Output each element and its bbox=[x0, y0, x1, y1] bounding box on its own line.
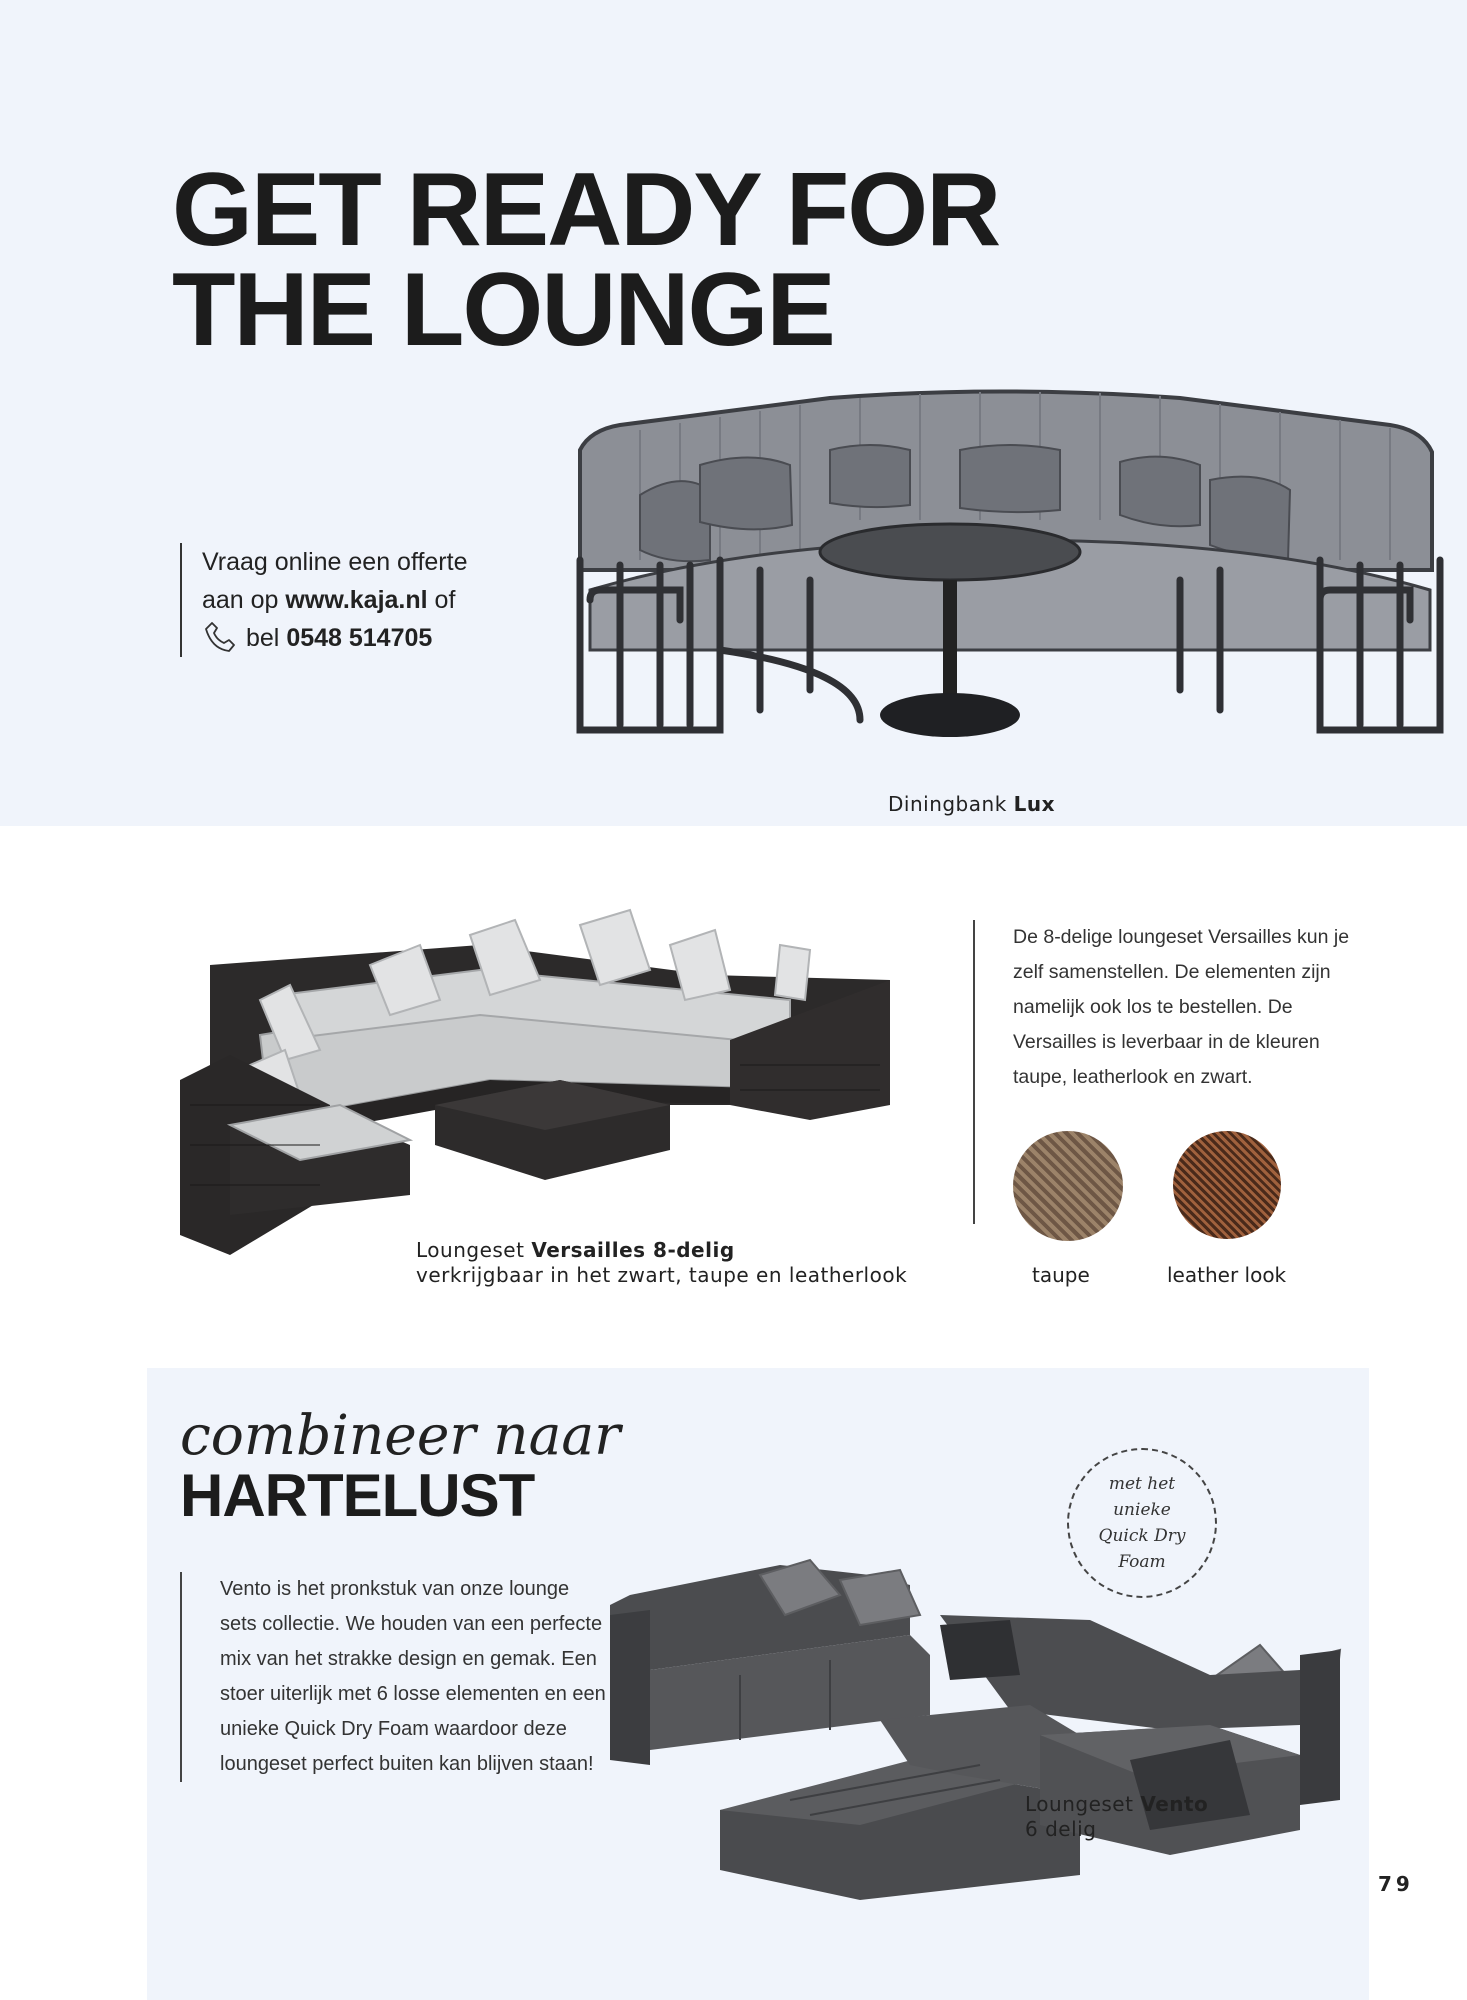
swatch-label-taupe: taupe bbox=[1032, 1263, 1090, 1287]
versailles-caption-prefix: Loungeset bbox=[416, 1238, 532, 1262]
combineer-bold: HARTELUST bbox=[180, 1462, 535, 1529]
dining-caption-name: Lux bbox=[1013, 792, 1056, 816]
vento-description-block bbox=[180, 1572, 610, 1782]
badge-line-4: Foam bbox=[1118, 1552, 1166, 1572]
dining-bench-caption bbox=[888, 792, 1055, 816]
badge-line-1: met het bbox=[1108, 1474, 1176, 1494]
vento-caption bbox=[1025, 1792, 1208, 1842]
phone-number[interactable]: 0548 514705 bbox=[286, 624, 433, 652]
contact-block bbox=[180, 543, 467, 657]
vento-description: Vento is het pronkstuk van onze lounge sets collectie. We houden van een perfecte mix van het strakke design en gemak. Een stoer uiterlijk met 6 losse elementen en een unieke Quick Dry Foam waardoor deze loungeset perfect buiten kan blijven staan! bbox=[220, 1578, 606, 1775]
contact-line-2 bbox=[202, 581, 467, 619]
vento-caption-name: Vento bbox=[1140, 1792, 1209, 1816]
contact-line-3-prefix: bel bbox=[246, 624, 287, 652]
versailles-caption-name: Versailles 8-delig bbox=[531, 1238, 735, 1262]
versailles-caption-title bbox=[416, 1238, 907, 1263]
dining-caption-prefix: Diningbank bbox=[888, 792, 1014, 816]
dining-bench-lux-image bbox=[560, 390, 1460, 750]
vento-caption-line-2: 6 delig bbox=[1025, 1817, 1097, 1841]
phone-icon bbox=[202, 619, 238, 655]
versailles-description: De 8-delige loungeset Versailles kun je zelf samenstellen. De elementen zijn namelijk ook los te bestellen. De Versailles is leverbaar in de kleuren taupe, leatherlook en zwart. bbox=[1013, 926, 1350, 1088]
combineer-heading bbox=[180, 1405, 620, 1527]
page-headline bbox=[172, 152, 1000, 368]
versailles-caption-subtitle: verkrijgbaar in het zwart, taupe en leatherlook bbox=[416, 1263, 908, 1287]
contact-line-2-suffix: of bbox=[427, 586, 456, 614]
badge-line-3: Quick Dry bbox=[1098, 1526, 1186, 1546]
badge-line-2: unieke bbox=[1113, 1500, 1171, 1520]
contact-line-3 bbox=[202, 619, 467, 657]
loungeset-versailles-image bbox=[170, 905, 910, 1285]
swatch-leather-look bbox=[1173, 1131, 1281, 1239]
contact-line-2-prefix: aan op bbox=[202, 586, 286, 614]
headline-line-1: GET READY FOR bbox=[172, 152, 1000, 268]
vento-caption-title bbox=[1025, 1792, 1208, 1817]
vento-caption-prefix: Loungeset bbox=[1025, 1792, 1141, 1816]
contact-line-1: Vraag online een offerte bbox=[202, 548, 468, 576]
quick-dry-foam-badge bbox=[1067, 1448, 1217, 1598]
page-number: 79 bbox=[1378, 1872, 1414, 1896]
versailles-caption bbox=[416, 1238, 907, 1288]
combineer-script: combineer naar bbox=[180, 1403, 621, 1467]
headline-line-2: THE LOUNGE bbox=[172, 252, 834, 368]
loungeset-vento-image bbox=[610, 1525, 1350, 1905]
swatch-label-leather-look: leather look bbox=[1167, 1263, 1287, 1287]
website-link[interactable]: www.kaja.nl bbox=[285, 586, 428, 614]
swatch-taupe bbox=[1013, 1131, 1123, 1241]
